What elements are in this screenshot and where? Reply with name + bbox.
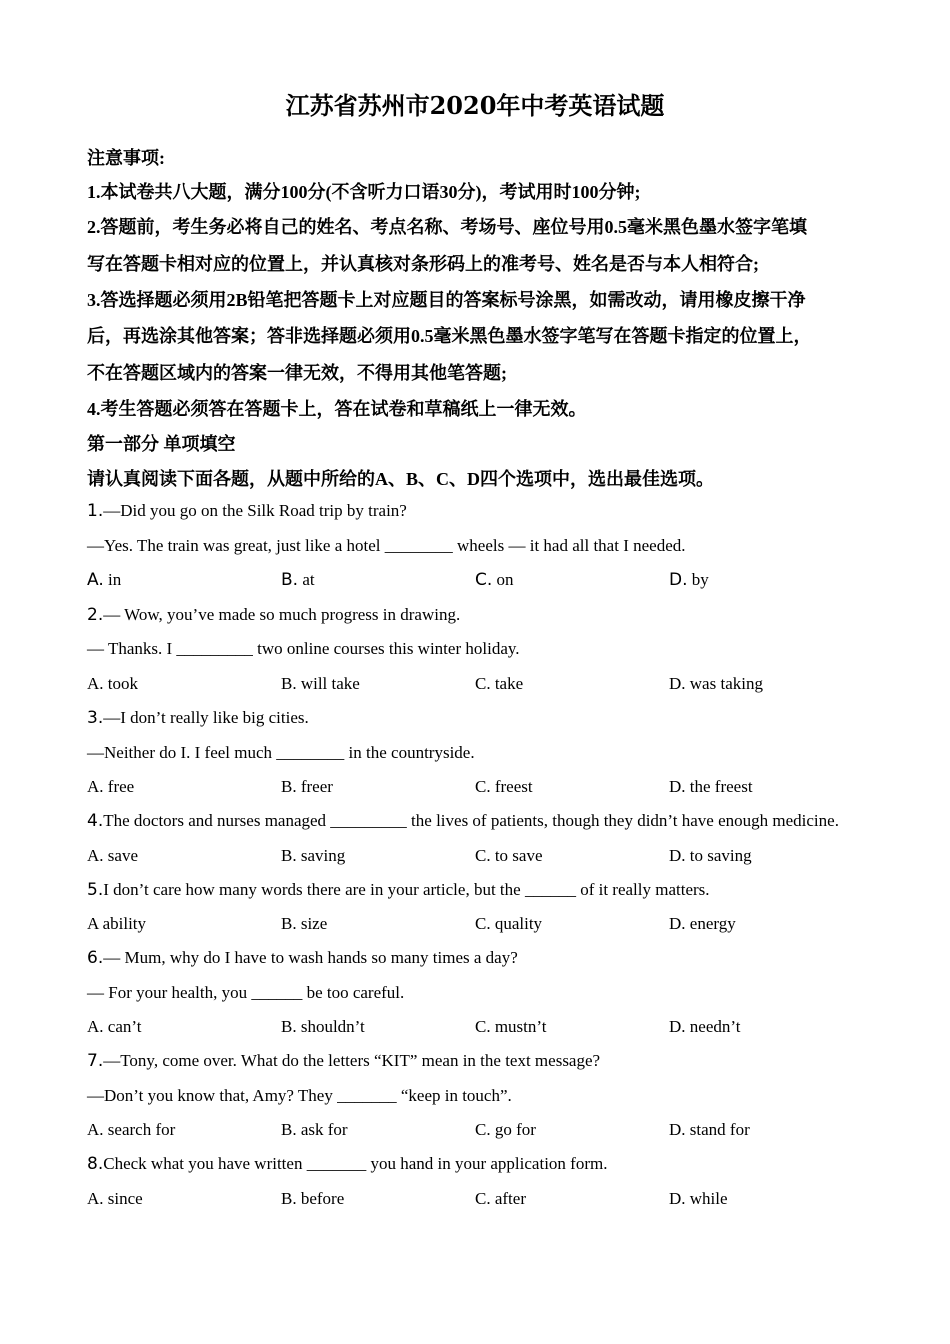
option-d (669, 570, 709, 590)
notice-item: 3.答选择题必须用2B铅笔把答题卡上对应题目的答案标号涂黑，如需改动，请用橡皮擦干净 (87, 290, 806, 310)
question-number: 1. (87, 501, 104, 521)
options-row (87, 914, 877, 938)
option-d: D. to saving (669, 846, 752, 865)
page-title: 江苏省苏州市2020年中考英语试题 (285, 91, 665, 120)
notice-heading: 注意事项: (87, 148, 165, 168)
question-stem (87, 948, 877, 968)
question-stem (87, 1154, 877, 1174)
option-b: B. before (281, 1189, 345, 1208)
question-line: —Did you go on the Silk Road trip by train? (103, 501, 407, 520)
question-stem (87, 605, 877, 625)
notice-item: 2.答题前，考生务必将自己的姓名、考点名称、考场号、座位号用0.5毫米黑色墨水签字笔填 (87, 217, 807, 237)
question-line: —I don’t really like big cities. (103, 708, 309, 727)
option-b: B. saving (281, 846, 346, 865)
option-b: B. size (281, 914, 328, 933)
option-b: B. ask for (281, 1120, 348, 1139)
question-line: I don’t care how many words there are in your article, but the ______ of it really matters. (103, 880, 710, 899)
option-b: B. shouldn’t (281, 1017, 365, 1036)
option-c (475, 570, 514, 590)
question-line: Check what you have written _______ you hand in your application form. (103, 1154, 608, 1173)
question-number: 4. (87, 811, 104, 831)
option-c: C. freest (475, 777, 533, 796)
options-row (87, 846, 877, 870)
option-d: D. energy (669, 914, 736, 933)
question-line: The doctors and nurses managed _________ the lives of patients, though they didn’t have enough medicine. (103, 811, 839, 830)
section-title: 第一部分 单项填空 (87, 434, 236, 454)
question-line: —Yes. The train was great, just like a hotel ________ wheels — it had all that I needed. (87, 536, 686, 555)
question-line: —Tony, come over. What do the letters “KIT” mean in the text message? (103, 1051, 601, 1070)
option-c: C. after (475, 1189, 526, 1208)
option-a: A. search for (87, 1120, 176, 1139)
option-text: on (492, 570, 514, 589)
option-letter: A. (87, 570, 104, 590)
options-row (87, 570, 877, 594)
option-d: D. while (669, 1189, 728, 1208)
option-b: B. will take (281, 674, 360, 693)
options-row (87, 1189, 877, 1213)
option-a: A. save (87, 846, 138, 865)
option-text: in (103, 570, 122, 589)
option-a: A. since (87, 1189, 143, 1208)
question-number: 3. (87, 708, 104, 728)
options-row (87, 777, 877, 801)
option-c: C. go for (475, 1120, 536, 1139)
option-c: C. mustn’t (475, 1017, 547, 1036)
question-line: — For your health, you ______ be too careful. (87, 983, 405, 1002)
question-number: 5. (87, 880, 104, 900)
question-stem (87, 880, 877, 900)
question-line: — Thanks. I _________ two online courses this winter holiday. (87, 639, 520, 658)
option-a: A. took (87, 674, 138, 693)
question-line: — Wow, you’ve made so much progress in drawing. (103, 605, 461, 624)
option-a: A. can’t (87, 1017, 142, 1036)
option-b: B. freer (281, 777, 333, 796)
question-line: —Don’t you know that, Amy? They _______ “keep in touch”. (87, 1086, 512, 1105)
option-a (87, 570, 121, 590)
notice-item: 后，再选涂其他答案；答非选择题必须用0.5毫米黑色墨水签字笔写在答题卡指定的位置上， (87, 326, 812, 346)
option-a: A. free (87, 777, 135, 796)
notice-item: 1.本试卷共八大题，满分100分(不含听力口语30分)，考试用时100分钟; (87, 182, 641, 202)
options-row (87, 1120, 877, 1144)
option-text: by (687, 570, 709, 589)
option-text: at (298, 570, 315, 589)
option-a: A ability (87, 914, 147, 933)
option-letter: B. (281, 570, 299, 590)
question-number: 7. (87, 1051, 104, 1071)
option-d: D. the freest (669, 777, 753, 796)
question-number: 2. (87, 605, 104, 625)
question-number: 6. (87, 948, 104, 968)
section-instruction: 请认真阅读下面各题，从题中所给的A、B、C、D四个选项中，选出最佳选项。 (87, 469, 714, 489)
option-c: C. to save (475, 846, 543, 865)
question-stem (87, 708, 877, 728)
option-b (281, 570, 315, 590)
option-letter: D. (669, 570, 688, 590)
notice-item: 写在答题卡相对应的位置上，并认真核对条形码上的准考号、姓名是否与本人相符合; (87, 254, 759, 274)
options-row (87, 674, 877, 698)
question-stem (87, 811, 877, 831)
notice-item: 4.考生答题必须答在答题卡上，答在试卷和草稿纸上一律无效。 (87, 399, 587, 419)
question-stem (87, 1051, 877, 1071)
option-c: C. quality (475, 914, 543, 933)
option-letter: C. (475, 570, 493, 590)
options-row (87, 1017, 877, 1041)
option-d: D. stand for (669, 1120, 750, 1139)
question-number: 8. (87, 1154, 104, 1174)
question-stem (87, 501, 877, 521)
option-d: D. needn’t (669, 1017, 741, 1036)
option-d: D. was taking (669, 674, 763, 693)
option-c: C. take (475, 674, 524, 693)
question-line: —Neither do I. I feel much ________ in the countryside. (87, 743, 475, 762)
notice-item: 不在答题区域内的答案一律无效，不得用其他笔答题; (87, 363, 507, 383)
question-line: — Mum, why do I have to wash hands so many times a day? (103, 948, 518, 967)
